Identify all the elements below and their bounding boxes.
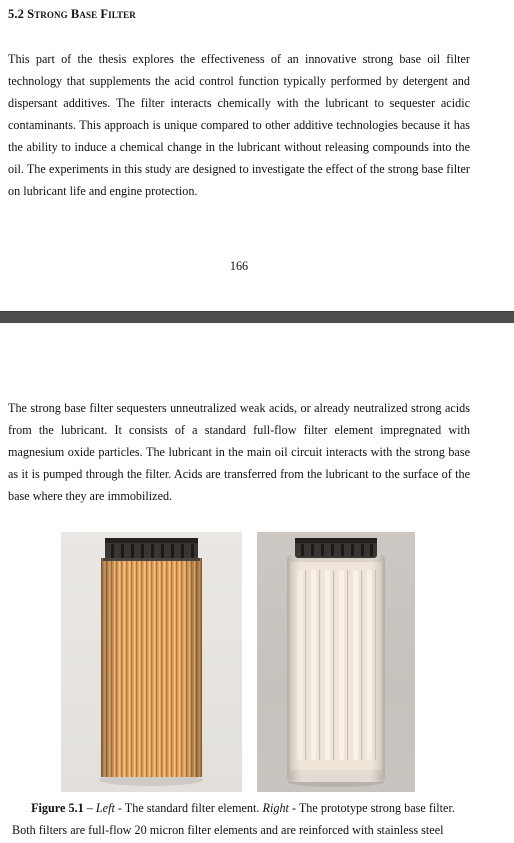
- page-167: [0, 323, 514, 843]
- figure-label: Figure 5.1: [31, 801, 84, 815]
- caption-right-text: - The prototype strong base filter.: [288, 801, 455, 815]
- caption-dash: –: [83, 801, 96, 815]
- caption-left-text: - The standard filter element.: [114, 801, 263, 815]
- page-166: [0, 0, 514, 310]
- section-heading: 5.2 Strong Base Filter: [8, 7, 136, 21]
- standard-filter-photo: [61, 532, 242, 792]
- figure-caption: [8, 797, 478, 819]
- caption-continuation: Both filters are full-flow 20 micron filter elements and are reinforced with stainless steel: [12, 823, 444, 837]
- caption-right-word: Right: [262, 801, 289, 815]
- description-paragraph: The strong base filter sequesters unneutralized weak acids, or already neutralized strong acids from the lubricant. It consists of a standard full-flow filter element impregnated with magnesium oxide particles. The lubricant in the main oil circuit interacts with the strong base as it is pumped through the filter. Acids are transferred from the lubricant to the surface of the base where they are immobilized.: [8, 401, 470, 503]
- page-number: 166: [229, 259, 249, 273]
- caption-left-word: Left: [95, 801, 115, 815]
- intro-paragraph: This part of the thesis explores the effectiveness of an innovative strong base oil filter technology that supplements the acid control function typically performed by detergent and dispersant additives. The filter interacts chemically with the lubricant to sequester acidic contaminants. This approach is unique compared to other additive technologies because it has the ability to induce a chemical change in the lubricant without releasing compounds into the oil. The experiments in this study are designed to investigate the effect of the strong base filter on lubricant life and engine protection.: [8, 52, 470, 198]
- strong-base-filter-photo: [257, 532, 415, 792]
